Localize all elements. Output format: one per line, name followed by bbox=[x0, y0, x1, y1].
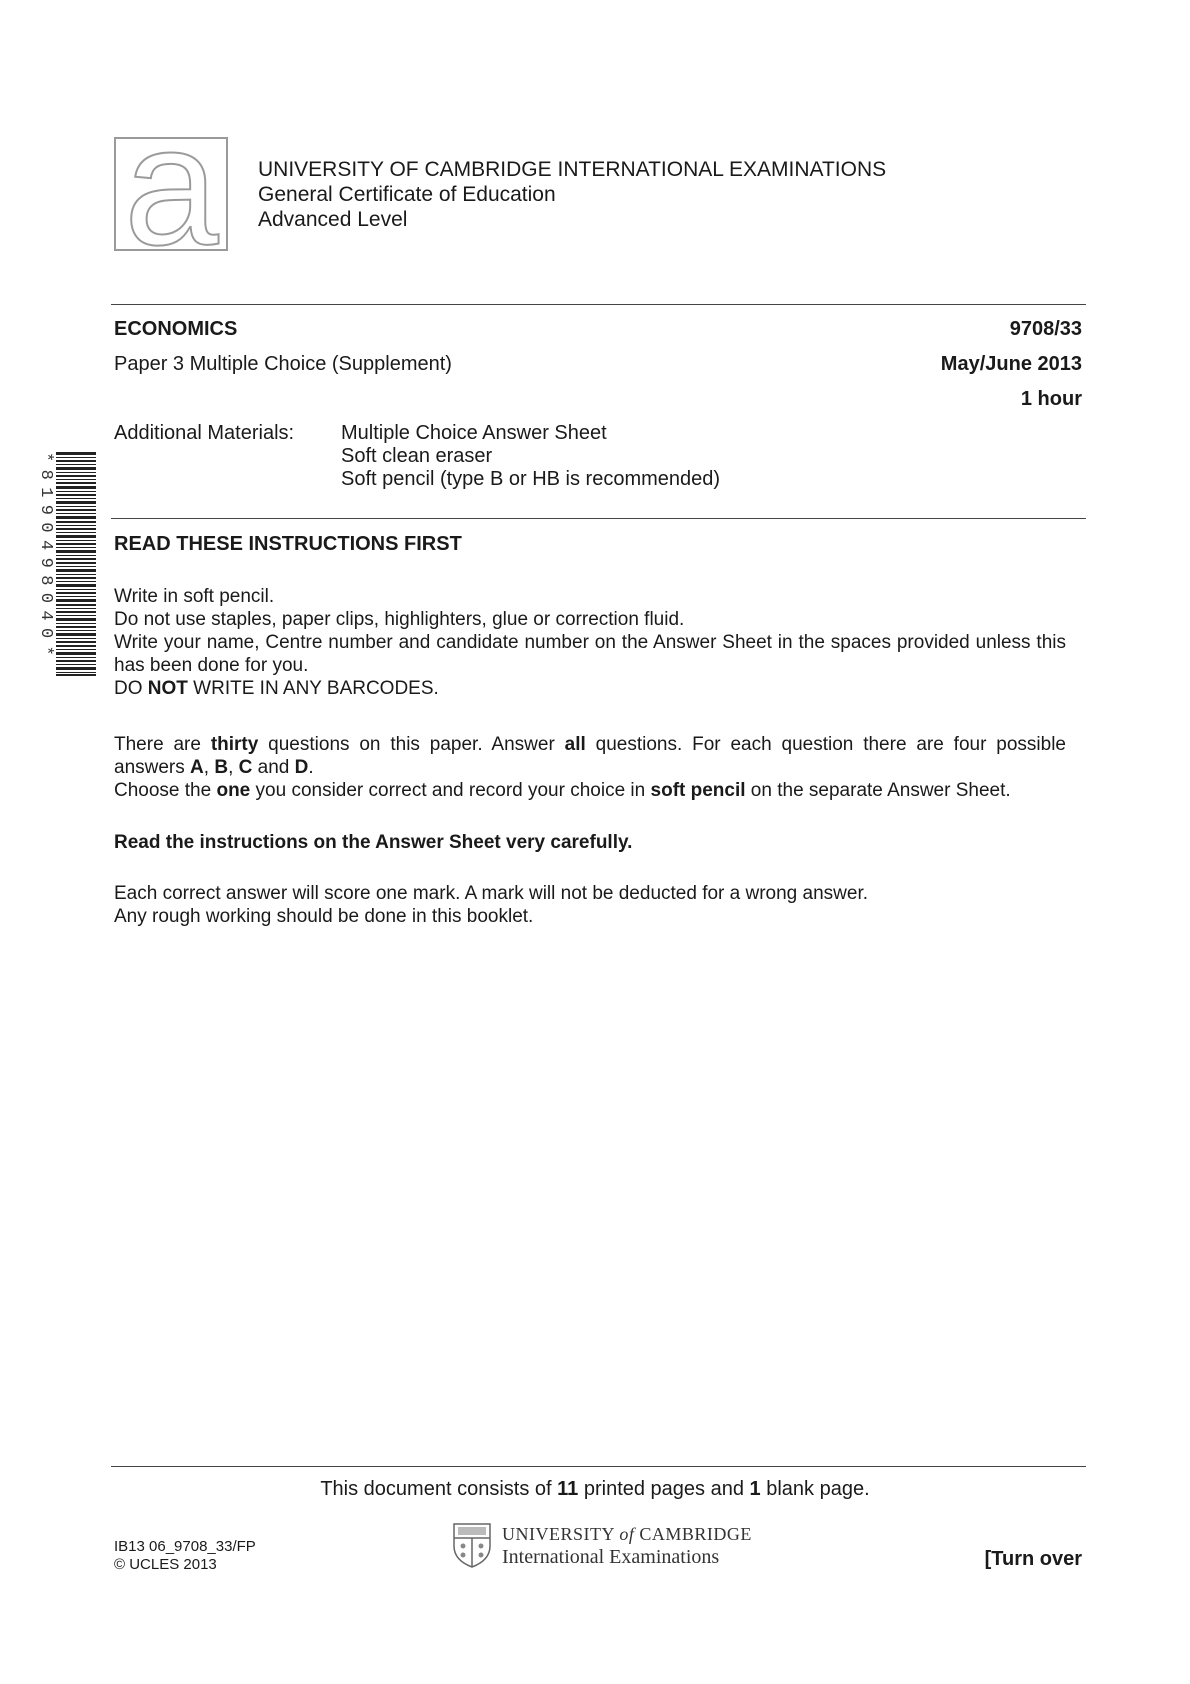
page-count-note bbox=[0, 1478, 1190, 1501]
reference-code: IB13 06_9708_33/FP bbox=[114, 1538, 256, 1555]
instruction-line: Each correct answer will score one mark. A mark will not be deducted for a wrong answer. bbox=[114, 883, 869, 904]
level-name: Advanced Level bbox=[258, 208, 408, 231]
text-run: on the separate Answer Sheet. bbox=[745, 780, 1011, 801]
instruction-line bbox=[114, 779, 1066, 802]
instructions-block bbox=[114, 585, 1066, 700]
instruction-line bbox=[114, 733, 1066, 779]
footer-divider bbox=[111, 1466, 1086, 1467]
barcode-digits bbox=[36, 452, 55, 676]
materials-label: Additional Materials: bbox=[114, 422, 295, 444]
text-run: blank page. bbox=[760, 1478, 870, 1500]
text-run: . bbox=[308, 757, 314, 778]
exam-session: May/June 2013 bbox=[940, 353, 1082, 375]
material-item: Soft pencil (type B or HB is recommended) bbox=[341, 468, 721, 490]
university-name: UNIVERSITY OF CAMBRIDGE INTERNATIONAL EXAMINATIONS bbox=[258, 158, 887, 181]
text-run: DO bbox=[114, 678, 148, 699]
instruction-line: Any rough working should be done in this booklet. bbox=[114, 906, 534, 927]
syllabus-code: 9708/33 bbox=[1009, 318, 1082, 340]
text-run-bold: 1 bbox=[749, 1478, 761, 1500]
wordmark-line2: International Examinations bbox=[502, 1546, 720, 1568]
certificate-name: General Certificate of Education bbox=[258, 183, 556, 206]
text-run: , bbox=[203, 757, 215, 778]
text-run: Choose the bbox=[114, 780, 217, 801]
text-run-bold: A bbox=[190, 757, 204, 778]
text-run-bold: 11 bbox=[557, 1478, 579, 1500]
text-run: CAMBRIDGE bbox=[639, 1524, 752, 1544]
instructions-divider bbox=[111, 518, 1086, 519]
instruction-line: Write in soft pencil. bbox=[114, 586, 275, 607]
wordmark-line1 bbox=[502, 1524, 752, 1545]
text-run: WRITE IN ANY BARCODES. bbox=[187, 678, 439, 699]
instructions-heading: READ THESE INSTRUCTIONS FIRST bbox=[114, 533, 462, 555]
text-run: and bbox=[252, 757, 295, 778]
paper-title: Paper 3 Multiple Choice (Supplement) bbox=[114, 353, 452, 375]
text-run-bold: one bbox=[216, 780, 251, 801]
text-run-bold: thirty bbox=[210, 734, 259, 755]
text-run: questions on this paper. Answer bbox=[258, 734, 565, 755]
text-run-bold: NOT bbox=[147, 678, 188, 699]
text-run-bold: C bbox=[238, 757, 253, 778]
text-run-bold: soft pencil bbox=[650, 780, 746, 801]
text-run-bold: B bbox=[214, 757, 229, 778]
cambridge-wordmark bbox=[502, 1524, 752, 1569]
text-run-bold: all bbox=[564, 734, 586, 755]
material-item: Multiple Choice Answer Sheet bbox=[341, 422, 607, 444]
document-reference bbox=[114, 1538, 256, 1574]
barcode-image bbox=[56, 452, 96, 676]
text-run: This document consists of bbox=[320, 1478, 558, 1500]
text-run: questions. For each question there are four possible answers bbox=[114, 734, 1066, 778]
exam-duration: 1 hour bbox=[1020, 388, 1082, 410]
instruction-line: Write your name, Centre number and candidate number on the Answer Sheet in the spaces provided unless this has been done for you. bbox=[114, 632, 1066, 676]
text-run-bold: D bbox=[294, 757, 309, 778]
text-run: UNIVERSITY bbox=[502, 1524, 615, 1544]
text-run: you consider correct and record your choice in bbox=[250, 780, 651, 801]
turn-over-note: [Turn over bbox=[984, 1548, 1082, 1570]
top-divider bbox=[111, 304, 1086, 305]
cambridge-crest-icon bbox=[452, 1522, 492, 1568]
text-run: , bbox=[228, 757, 239, 778]
cie-logo bbox=[114, 137, 228, 251]
text-run: printed pages and bbox=[578, 1478, 750, 1500]
barcode-text: *8190498040* bbox=[36, 452, 55, 664]
text-run: There are bbox=[114, 734, 211, 755]
copyright-notice: © UCLES 2013 bbox=[114, 1556, 217, 1573]
subject-title: ECONOMICS bbox=[114, 318, 238, 340]
answer-sheet-warning: Read the instructions on the Answer Sheet very carefully. bbox=[114, 832, 633, 853]
instruction-line bbox=[114, 677, 1066, 700]
marking-block bbox=[114, 882, 1066, 928]
answering-block bbox=[114, 733, 1066, 802]
logo-letter: a bbox=[124, 137, 219, 251]
text-run-italic: of bbox=[619, 1524, 635, 1544]
instruction-line: Do not use staples, paper clips, highlighters, glue or correction fluid. bbox=[114, 609, 685, 630]
material-item: Soft clean eraser bbox=[341, 445, 493, 467]
